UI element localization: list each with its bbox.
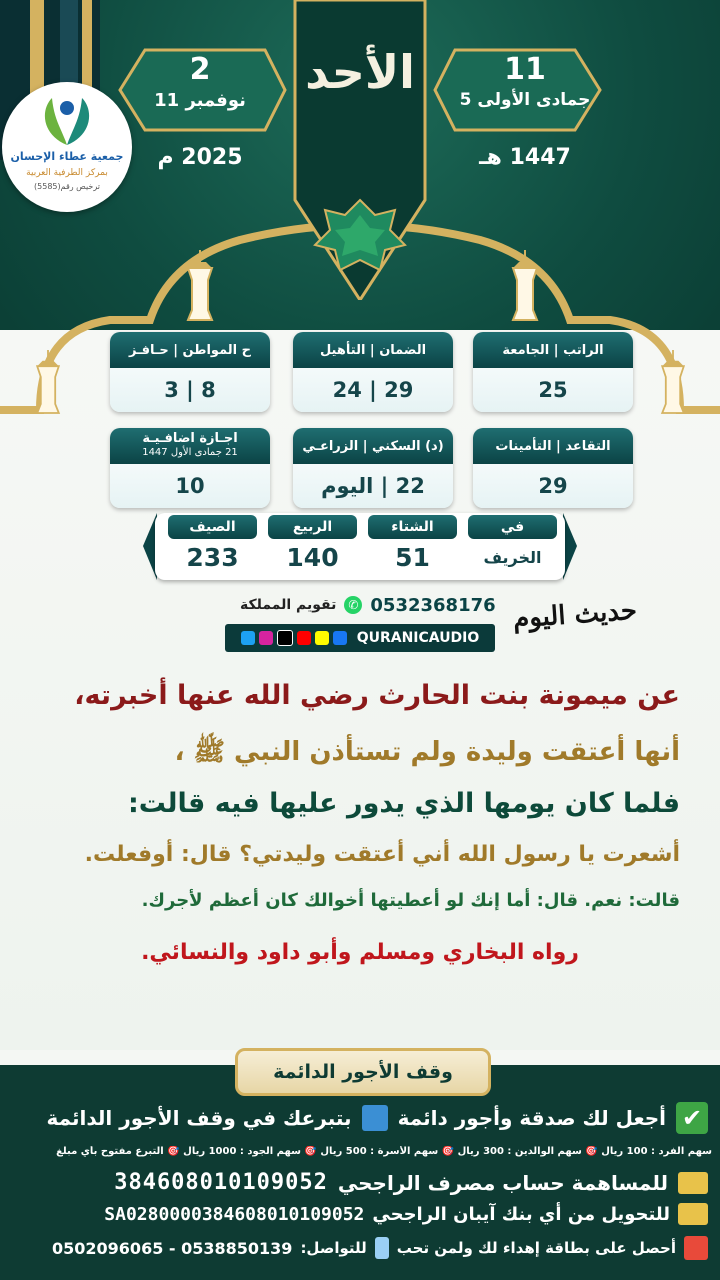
season-value: 140 xyxy=(286,543,339,572)
lantern-icon xyxy=(505,250,545,330)
iban-number: SA0280000384608010109052 xyxy=(104,1203,365,1225)
gregorian-month: نوفمبر 11 xyxy=(154,90,246,111)
hadith-line: فلما كان يومها الذي يدور عليها فيه قالت: xyxy=(127,788,680,819)
gift-text: أحصل على بطاقة إهداء لك ولمن تحب xyxy=(396,1239,676,1257)
season-value: 51 xyxy=(395,543,430,572)
gift-row xyxy=(8,1236,708,1260)
hadith-line: أنها أعتقت وليدة ولم تستأذن النبي ﷺ ، xyxy=(174,737,680,767)
waqf-headline-1: أجعل لك صدقة وأجور دائمة xyxy=(397,1106,666,1130)
account-label: للمساهمة حساب مصرف الراجحي xyxy=(337,1170,668,1195)
card-label: الراتب | الجامعة xyxy=(473,332,633,368)
seasons-bar xyxy=(155,513,565,580)
logo-license: ترخيص رقم(5585) xyxy=(34,182,100,191)
whatsapp-icon: ✆ xyxy=(344,596,362,614)
card-value: 29 | 24 xyxy=(332,378,414,402)
logo xyxy=(2,82,132,212)
waqf-headline xyxy=(8,1102,708,1134)
social-bar xyxy=(225,624,495,652)
card-label: ح المواطن | حـافـز xyxy=(110,332,270,368)
card-extra-leave xyxy=(110,428,270,508)
card-value: 25 xyxy=(538,378,568,402)
card-housing-agri xyxy=(293,428,453,508)
season-label: الربيع xyxy=(268,515,357,539)
card-retirement-insurance xyxy=(473,428,633,508)
hijri-year: 1447 هـ xyxy=(479,145,571,170)
card-sublabel: 21 جمادى الأول 1447 xyxy=(142,447,238,458)
card-citizen-hafiz xyxy=(110,332,270,412)
card-label-group xyxy=(110,428,270,464)
gift-icon xyxy=(684,1236,708,1260)
card-icon xyxy=(678,1172,708,1194)
hadith-source: رواه البخاري ومسلم وأبو داود والنسائي. xyxy=(141,940,579,965)
season-label: الصيف xyxy=(168,515,257,539)
phone-icon xyxy=(375,1237,389,1259)
day-name: الأحد xyxy=(305,45,415,99)
contact-row xyxy=(240,594,510,616)
card-value: 22 | اليوم xyxy=(321,474,425,498)
lantern-icon xyxy=(655,350,691,422)
card-icon xyxy=(678,1203,708,1225)
card-label: التقاعد | التأمينات xyxy=(473,428,633,464)
card-security-rehab xyxy=(293,332,453,412)
hadith-line: قالت: نعم. قال: أما إنك لو أعطيتها أخوالك كان أعظم لأجرك. xyxy=(141,890,680,911)
card-salary-university xyxy=(473,332,633,412)
season-summer xyxy=(165,513,260,580)
hadith-heading: حديث اليوم xyxy=(512,595,638,635)
season-value: الخريف xyxy=(483,548,542,567)
card-label: (د) السكني | الزراعـي xyxy=(293,428,453,464)
account-row xyxy=(8,1170,708,1195)
gregorian-year: 2025 م xyxy=(157,145,243,170)
waqf-headline-2: بتبرعك في وقف الأجور الدائمة xyxy=(46,1106,352,1130)
hadith-line: أشعرت يا رسول الله أني أعتقت وليدتي؟ قال: أوفعلت. xyxy=(84,842,680,867)
waqf-banner xyxy=(235,1048,491,1096)
hijri-month: جمادى الأولى 5 xyxy=(459,90,591,110)
logo-subtitle: بمركز الطرفية العربية xyxy=(26,168,108,178)
iban-label: للتحويل من أي بنك آيبان الراجحي xyxy=(372,1203,670,1225)
checkmark-icon: ✔ xyxy=(676,1102,708,1134)
lantern-icon xyxy=(30,350,66,422)
contact-name: تقويم المملكة xyxy=(240,597,337,613)
social-handle: QURANICAUDIO xyxy=(356,630,480,646)
waqf-shares: سهم الفرد : 100 ريال 🎯 سهم الوالدين : 300 ريال 🎯 سهم الأسرة : 500 ريال 🎯 سهم الجود : 1000 ريال 🎯 التبرع مفتوح بأي مبلغ xyxy=(56,1146,712,1157)
contact-phones: 0538850139 - 0502096065 xyxy=(52,1238,293,1258)
season-label: الشتاء xyxy=(368,515,457,539)
building-icon xyxy=(362,1105,388,1131)
hadith-line: عن ميمونة بنت الحارث رضي الله عنها أخبرته، xyxy=(74,680,680,711)
contact-phone: 0532368176 xyxy=(370,594,496,616)
season-value: 233 xyxy=(186,543,239,572)
card-label: اجـازة اضافـيـة xyxy=(142,431,238,446)
logo-title: جمعية عطاء الإحسان xyxy=(10,150,124,163)
card-label: الضمان | التأهيل xyxy=(293,332,453,368)
snapchat-icon xyxy=(315,631,329,645)
card-value: 8 | 3 xyxy=(164,378,216,402)
season-winter xyxy=(365,513,460,580)
iban-row xyxy=(8,1203,708,1225)
account-number: 384608010109052 xyxy=(114,1170,328,1195)
season-autumn xyxy=(465,513,560,580)
tiktok-icon xyxy=(277,630,293,646)
youtube-icon xyxy=(297,631,311,645)
instagram-icon xyxy=(259,631,273,645)
hijri-day: 11 xyxy=(504,52,546,87)
gregorian-day: 2 xyxy=(189,52,211,87)
card-value: 10 xyxy=(175,474,205,498)
season-spring xyxy=(265,513,360,580)
lantern-icon xyxy=(180,250,220,330)
logo-emblem-icon xyxy=(32,90,102,150)
card-value: 29 xyxy=(538,474,568,498)
twitter-icon xyxy=(241,631,255,645)
facebook-icon xyxy=(333,631,347,645)
contact-label: للتواصل: xyxy=(300,1239,367,1257)
season-label: في xyxy=(468,515,557,539)
waqf-banner-text: وقف الأجور الدائمة xyxy=(273,1061,453,1083)
